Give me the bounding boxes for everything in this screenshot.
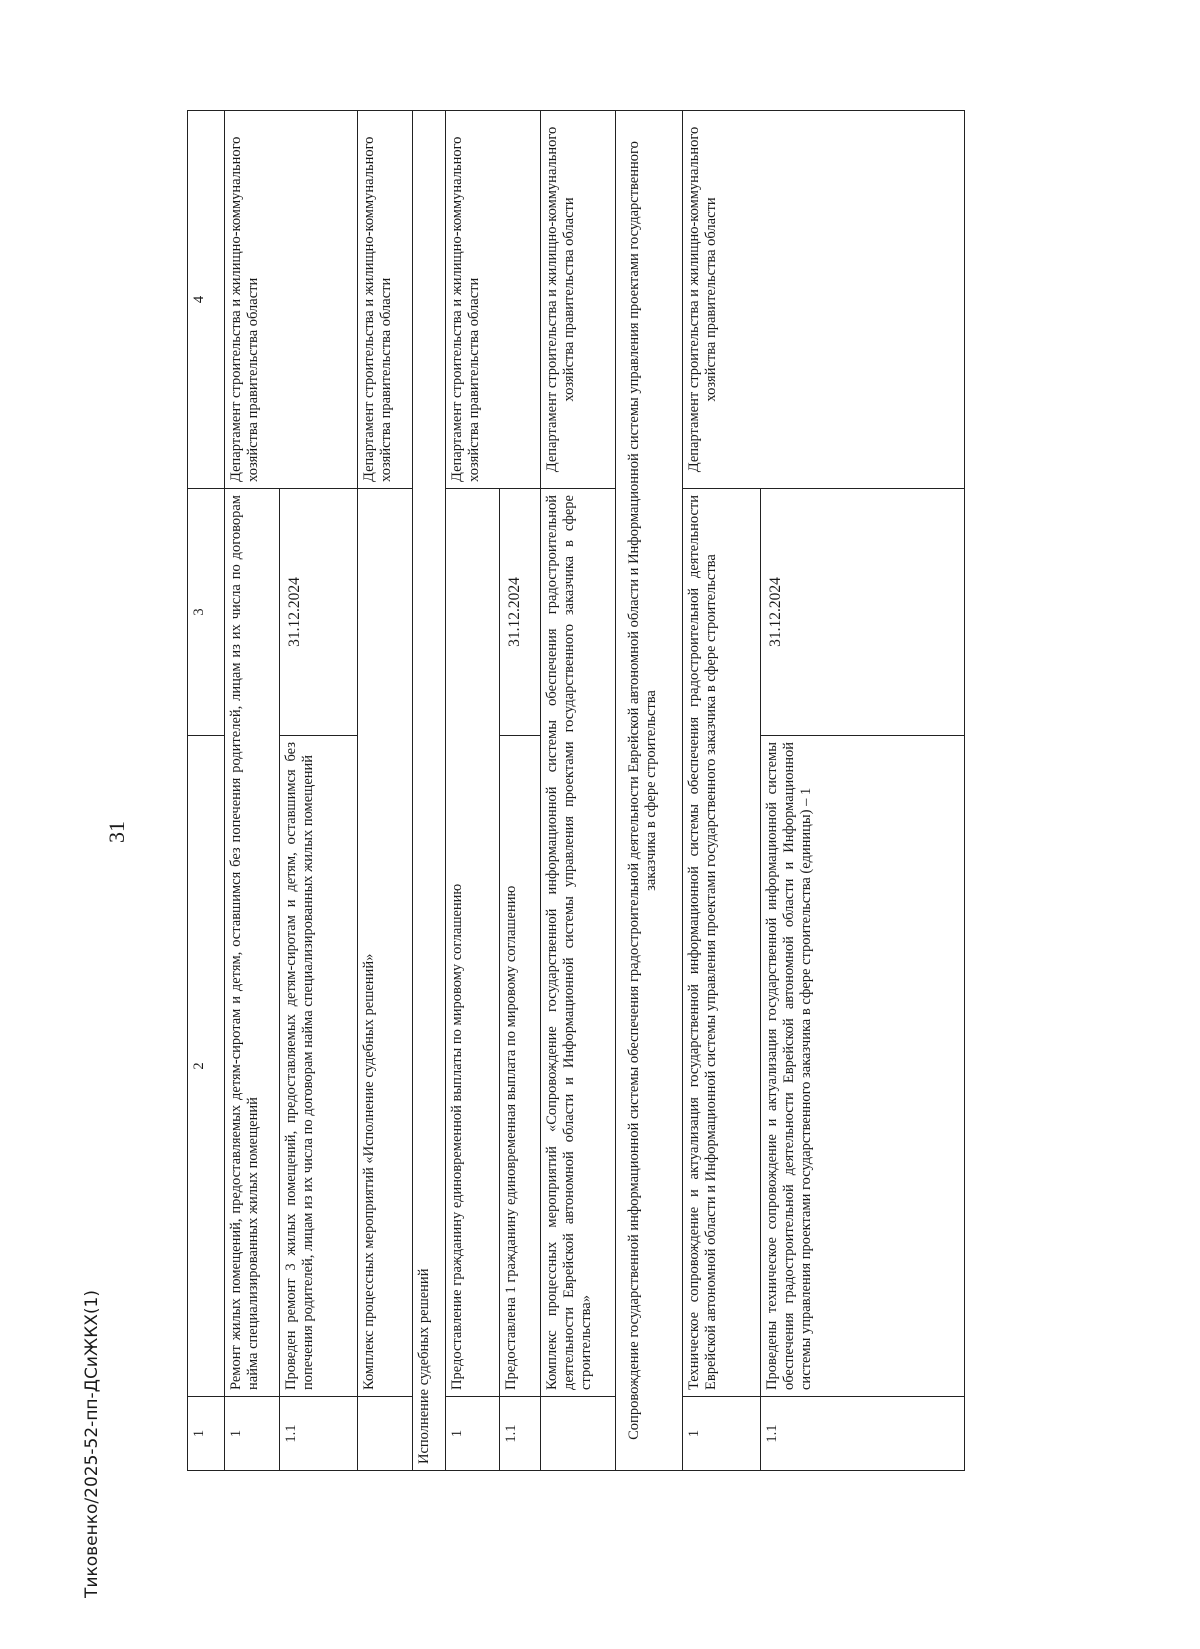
section-title: Исполнение судебных решений bbox=[413, 111, 446, 1471]
responsible-department: Департамент строительства и жилищно-коммунального хозяйства правительства области bbox=[358, 111, 413, 489]
row-number: 1.1 bbox=[500, 1397, 541, 1471]
table-row bbox=[616, 111, 683, 1471]
table-row bbox=[413, 111, 446, 1471]
header-col-1: 1 bbox=[188, 1397, 225, 1471]
table-row bbox=[683, 111, 761, 1471]
header-col-4: 4 bbox=[188, 111, 225, 489]
row-number: 1.1 bbox=[761, 1397, 965, 1471]
row-number: 1 bbox=[446, 1397, 500, 1471]
deadline-date: 31.12.2024 bbox=[280, 489, 358, 736]
responsible-department: Департамент строительства и жилищно-коммунального хозяйства правительства области bbox=[683, 111, 965, 489]
measure-description: Проведен ремонт 3 жилых помещений, предоставляемых детям-сиротам и детям, оставшимся без попечения родителей, лицам из их числа по договорам найма специализированных жилых помещений bbox=[280, 736, 358, 1397]
measures-table bbox=[187, 110, 965, 1471]
row-number: 1.1 bbox=[280, 1397, 358, 1471]
footer-document-code: Тиковенко/2025-52-пп-ДСиЖКХ(1) bbox=[82, 1290, 102, 1598]
table-row bbox=[446, 111, 500, 1471]
responsible-department: Департамент строительства и жилищно-коммунального хозяйства правительства области bbox=[541, 111, 616, 489]
deadline-date: 31.12.2024 bbox=[761, 489, 965, 736]
header-col-2: 2 bbox=[188, 736, 225, 1397]
table-row bbox=[541, 111, 616, 1471]
measure-description: Предоставлена 1 гражданину единовременная выплата по мировому соглашению bbox=[500, 736, 541, 1397]
measure-description: Проведены техническое сопровождение и актуализация государственной информационной системы обеспечения градостроительной деятельности Еврейской автономной области и Информационной системы управления проектами государственного заказчика в сфере строительства (единицы) – 1 bbox=[761, 736, 965, 1397]
row-number: 1 bbox=[225, 1397, 280, 1471]
empty-cell bbox=[541, 1397, 616, 1471]
measure-description: Предоставление гражданину единовременной выплаты по мировому соглашению bbox=[446, 489, 500, 1397]
measure-description: Ремонт жилых помещений, предоставляемых детям-сиротам и детям, оставшимся без попечения родителей, лицам из их числа по договорам найма специализированных жилых помещений bbox=[225, 489, 280, 1397]
header-col-3: 3 bbox=[188, 489, 225, 736]
section-title: Сопровождение государственной информационной системы обеспечения градостроительной деятельности Еврейской автономной области и Информационной системы управления проектами государственного заказчика в сфере строительства bbox=[616, 111, 683, 1471]
table-row bbox=[358, 111, 413, 1471]
empty-cell bbox=[358, 1397, 413, 1471]
program-title: Комплекс процессных мероприятий «Исполнение судебных решений» bbox=[358, 489, 413, 1397]
deadline-date: 31.12.2024 bbox=[500, 489, 541, 736]
measure-description: Техническое сопровождение и актуализация государственной информационной системы обеспечения градостроительной деятельности Еврейской автономной области и Информационной системы управления проектами государственного заказчика в сфере строительства bbox=[683, 489, 761, 1397]
page-number: 31 bbox=[104, 821, 129, 843]
responsible-department: Департамент строительства и жилищно-коммунального хозяйства правительства области bbox=[446, 111, 541, 489]
program-title: Комплекс процессных мероприятий «Сопровождение государственной информационной системы обеспечения градостроительной деятельности Еврейской автономной области и Информационной системы управления проектами государственного заказчика в сфере строительства» bbox=[541, 489, 616, 1397]
table-header-row bbox=[188, 111, 225, 1471]
responsible-department: Департамент строительства и жилищно-коммунального хозяйства правительства области bbox=[225, 111, 358, 489]
row-number: 1 bbox=[683, 1397, 761, 1471]
table-row bbox=[225, 111, 280, 1471]
